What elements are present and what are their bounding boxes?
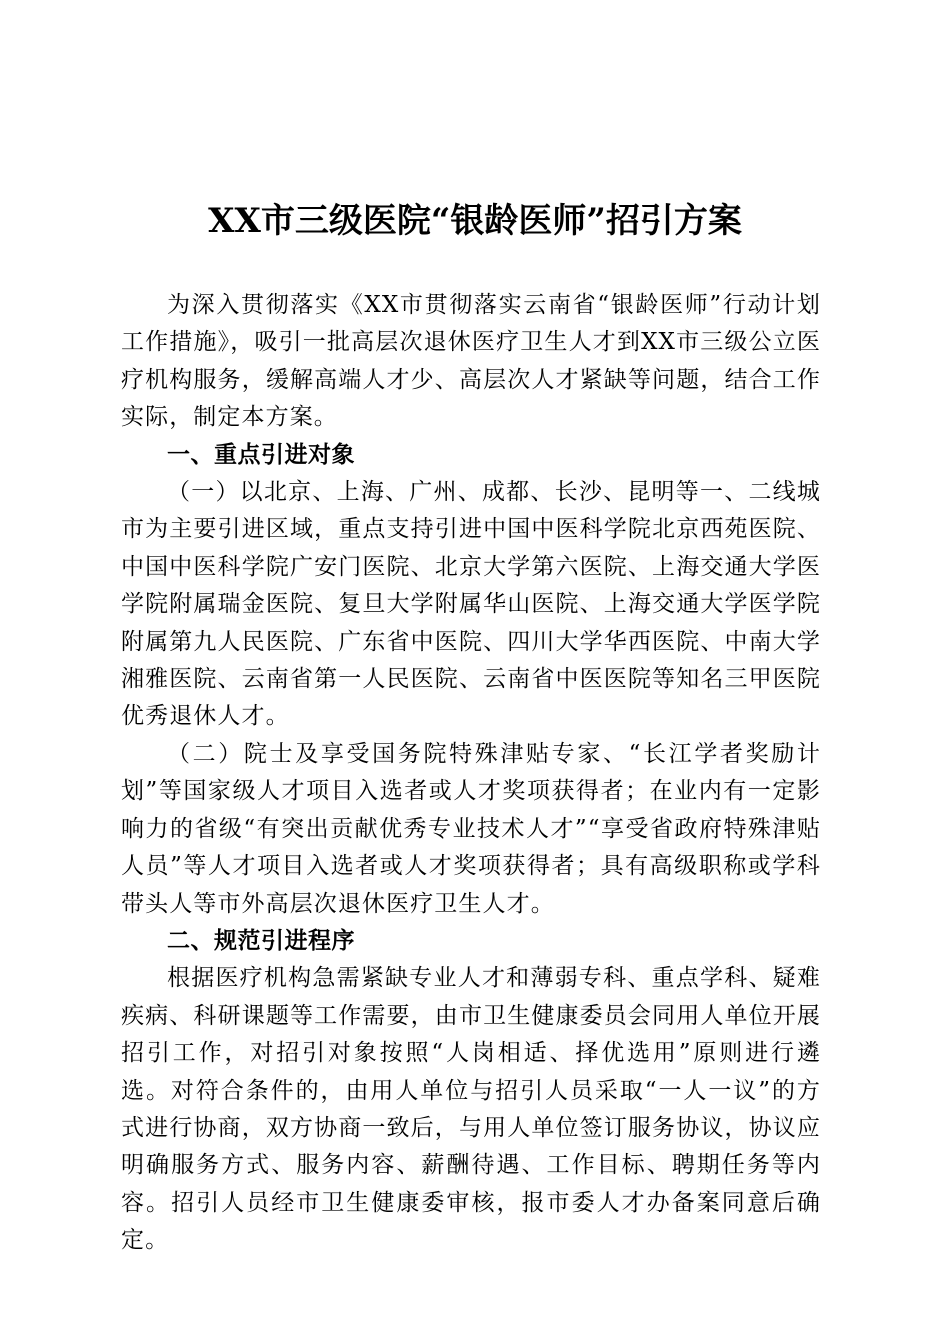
key-targets-item-2: （二）院士及享受国务院特殊津贴专家、“长江学者奖励计划”等国家级人才项目入选者或人才奖项获得者；在业内有一定影响力的省级“有突出贡献优秀专业技术人才”“享受省政府特殊津贴人员”等人才项目入选者或人才奖项获得者；具有高级职称或学科带头人等市外高层次退休医疗卫生人才。 bbox=[121, 740, 821, 917]
section-heading-key-targets: 一、重点引进对象 bbox=[167, 441, 355, 468]
section-heading-procedure: 二、规范引进程序 bbox=[167, 927, 355, 954]
document-body bbox=[121, 287, 821, 1260]
procedure-paragraph: 根据医疗机构急需紧缺专业人才和薄弱专科、重点学科、疑难疾病、科研课题等工作需要，由市卫生健康委员会同用人单位开展招引工作，对招引对象按照“人岗相适、择优选用”原则进行遴选。对符合条件的，由用人单位与招引人员采取“一人一议”的方式进行协商，双方协商一致后，与用人单位签订服务协议，协议应明确服务方式、服务内容、薪酬待遇、工作目标、聘期任务等内容。招引人员经市卫生健康委审核，报市委人才办备案同意后确定。 bbox=[121, 965, 821, 1254]
document-title: XX市三级医院“银龄医师”招引方案 bbox=[208, 201, 742, 241]
key-targets-item-1: （一）以北京、上海、广州、成都、长沙、昆明等一、二线城市为主要引进区域，重点支持引进中国中医科学院北京西苑医院、中国中医科学院广安门医院、北京大学第六医院、上海交通大学医学院附属瑞金医院、复旦大学附属华山医院、上海交通大学医学院附属第九人民医院、广东省中医院、四川大学华西医院、中南大学湘雅医院、云南省第一人民医院、云南省中医医院等知名三甲医院优秀退休人才。 bbox=[121, 479, 821, 730]
intro-paragraph: 为深入贯彻落实《XX市贯彻落实云南省“银龄医师”行动计划工作措施》，吸引一批高层次退休医疗卫生人才到XX市三级公立医疗机构服务，缓解高端人才少、高层次人才紧缺等问题，结合工作实际，制定本方案。 bbox=[121, 292, 821, 431]
